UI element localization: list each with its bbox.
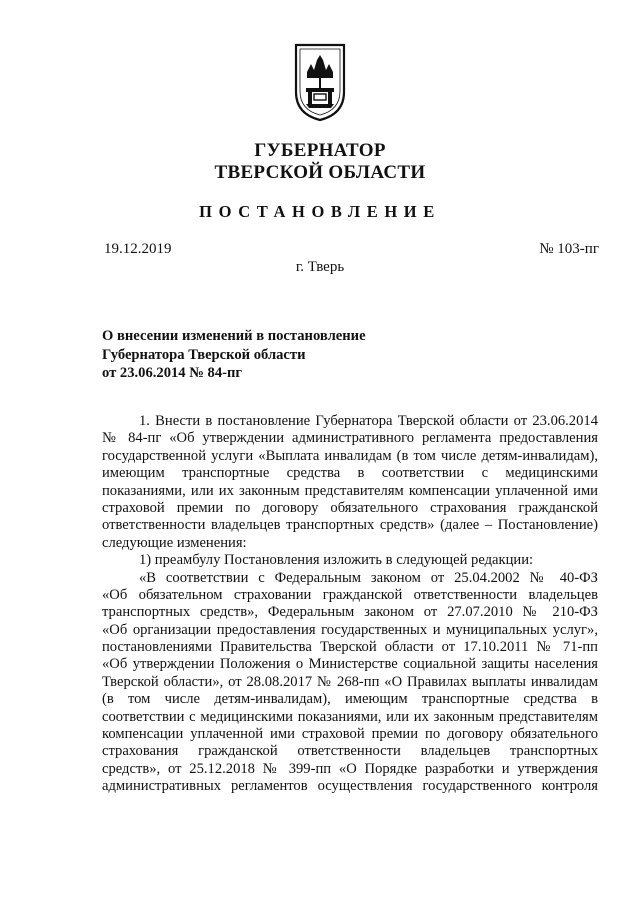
subject-line: О внесении изменений в постановление [102, 328, 366, 344]
body-line: транспортных средств», Федеральным законом от 27.07.2010 № 210-ФЗ [102, 604, 598, 621]
subject-line: Губернатора Тверской области [102, 346, 306, 363]
body-line: государственной услуги «Выплата инвалидам (в том числе детям-инвалидам), [102, 447, 598, 464]
body-line: соответствии с медицинскими показаниями, или их законным представителям [102, 708, 598, 725]
document-date: 19.12.2019 [104, 241, 172, 257]
document-body [102, 413, 598, 796]
document-type: ПОСТАНОВЛЕНИЕ [199, 202, 441, 221]
body-line: ответственности владельцев транспортных средств» (далее – Постановление) [102, 517, 598, 534]
body-line: 1. Внести в постановление Губернатора Тверской области от 23.06.2014 [139, 413, 598, 429]
body-line: (в том числе детям-инвалидам), имеющим транспортные средства в [102, 691, 598, 708]
document-city: г. Тверь [295, 259, 345, 275]
body-line: имеющим транспортные средства в соответствии с медицинскими [102, 465, 598, 482]
issuer-region: ТВЕРСКОЙ ОБЛАСТИ [214, 162, 426, 183]
body-line: компенсации уплаченной ими страховой премии по договору обязательного [102, 726, 598, 743]
body-line: «Об обязательном страховании гражданской ответственности владельцев [102, 586, 598, 603]
body-line: «В соответствии с Федеральным законом от 25.04.2002 № 40-ФЗ [139, 569, 598, 586]
body-line: административных регламентов осуществления государственного контроля [102, 778, 598, 795]
body-line: следующие изменения: [102, 534, 247, 551]
subject-line: от 23.06.2014 № 84-пг [102, 365, 243, 381]
body-line: показаниями, или их законным представителям компенсации уплаченной ими [102, 482, 598, 499]
body-line: страхования гражданской ответственности владельцев транспортных [102, 743, 598, 760]
document-number: № 103-пг [539, 241, 599, 257]
body-line: № 84-пг «Об утверждении административного регламента предоставления [102, 430, 598, 447]
document-subject [102, 327, 366, 383]
body-line: постановлениями Правительства Тверской области от 17.10.2011 № 71-пп [102, 639, 598, 656]
body-line: страховой премии по договору обязательного страхования гражданской [102, 499, 598, 516]
body-line: «Об организации предоставления государственных и муниципальных услуг», [102, 621, 598, 638]
body-line: «Об утверждении Положения о Министерстве социальной защиты населения [102, 656, 598, 673]
issuer-title: ГУБЕРНАТОР [254, 140, 386, 161]
coat-of-arms-emblem [293, 42, 347, 122]
body-line: Тверской области», от 28.08.2017 № 268-пп «О Правилах выплаты инвалидам [102, 673, 598, 690]
body-line: 1) преамбулу Постановления изложить в следующей редакции: [139, 552, 534, 569]
body-line: средств», от 25.12.2018 № 399-пп «О Порядке разработки и утверждения [102, 760, 598, 777]
